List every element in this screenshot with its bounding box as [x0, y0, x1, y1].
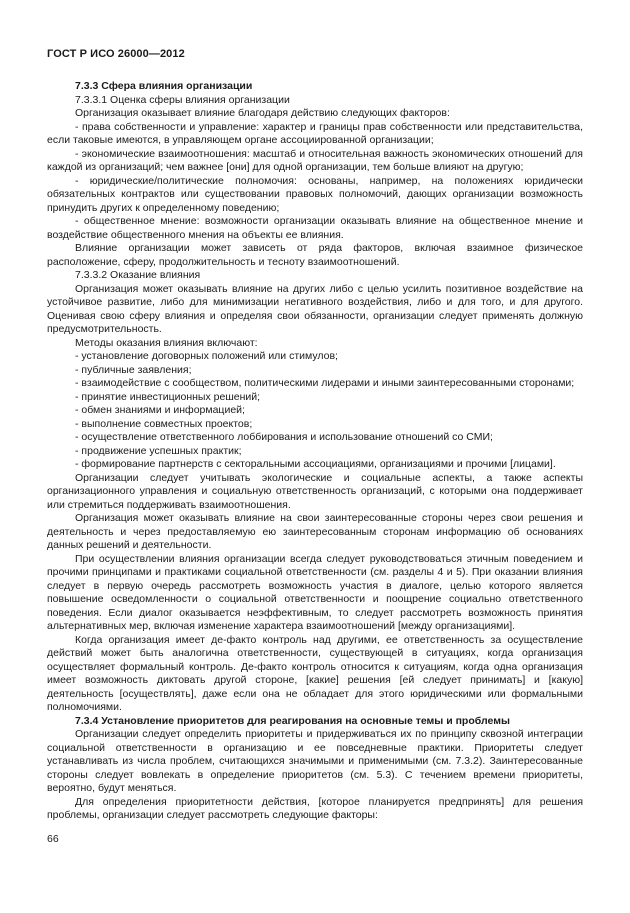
- document-body: [47, 80, 583, 823]
- paragraph: - выполнение совместных проектов;: [75, 417, 253, 430]
- paragraph: Когда организация имеет де-факто контроль над другими, ее ответственность за осуществление действий может быть аналогична ответственности, существующей в ситуациях, когда организация осуществляет формальный контроль. Де-факто контроль относится к ситуациям, когда одна организация имеет возможность диктовать другой стороне, [какие] решения [ей следует принимать] и [какую] деятельность [осуществлять], даже если она не обладает для этого юридическими или формальными полномочиями.: [47, 633, 583, 713]
- paragraph: - экономические взаимоотношения: масштаб и относительная важность экономических отношений для каждой из организаций; чем важнее [они] для одной организации, тем больше влияют на другую;: [47, 147, 583, 173]
- paragraph: - общественное мнение: возможности организации оказывать влияние на общественное мнение и воздействие общественного мнения на объекты ее влияния.: [47, 215, 583, 241]
- document-header: ГОСТ Р ИСО 26000—2012: [47, 48, 185, 60]
- paragraph: - права собственности и управление: характер и границы прав собственности или представительства, если таковые имеются, в управляющем органе ассоциированной организации;: [47, 120, 583, 146]
- paragraph: Организация оказывает влияние благодаря действию следующих факторов:: [75, 107, 450, 119]
- paragraph: Организация может оказывать влияние на свои заинтересованные стороны через свои решения и деятельность и через предоставляемую ею заинтересованным сторонам информацию об основаниях данных решений и деятельности.: [47, 512, 583, 551]
- paragraph: Влияние организации может зависеть от ряда факторов, включая взаимное физическое расположение, сферу, продолжительность и тесноту взаимоотношений.: [47, 242, 583, 268]
- paragraph: Организация может оказывать влияние на других либо с целью усилить позитивное воздействие на устойчивое развитие, либо для минимизации негативного воздействия, либо и для того, и для другого. Оценивая свою сферу влияния и определяя свои обязанности, организации следует применять должную предусмотрительность.: [47, 282, 583, 335]
- paragraph: - публичные заявления;: [75, 363, 192, 376]
- paragraph: Организации следует определить приоритеты и придерживаться их по принципу сквозной интеграции социальной ответственности в организацию и ее повседневные практики. Приоритеты следует устанавливать из числа проблем, считающихся значимыми и применимыми (см. 7.3.2). Заинтересованные стороны следует вовлекать в определение приоритетов (см. 5.3). С течением времени приоритеты, вероятно, будут меняться.: [47, 728, 583, 794]
- paragraph: 7.3.3.1 Оценка сферы влияния организации: [75, 93, 290, 106]
- paragraph: - осуществление ответственного лоббирования и использование отношений со СМИ;: [75, 431, 493, 443]
- paragraph: Для определения приоритетности действия, [которое планируется предпринять] для решения проблемы, организации следует рассмотреть следующие факторы:: [47, 795, 583, 821]
- section-heading: 7.3.3 Сфера влияния организации: [75, 80, 253, 92]
- paragraph: - продвижение успешных практик;: [75, 444, 242, 457]
- paragraph: - юридические/политические полномочия: основаны, например, на положениях юридически обязательных контрактов или существовании правовых полномочий, дающих организации возможность принудить других к определенному поведению;: [47, 174, 583, 214]
- paragraph: - установление договорных положений или стимулов;: [75, 350, 338, 362]
- paragraph: Организации следует учитывать экологические и социальные аспекты, а также аспекты организационного управления и социальную ответственность организаций, с которыми она поддерживает или стремиться поддерживать взаимоотношения.: [47, 471, 583, 511]
- paragraph: - обмен знаниями и информацией;: [75, 404, 245, 416]
- page-number: 66: [47, 833, 59, 845]
- paragraph: Методы оказания влияния включают:: [75, 336, 258, 349]
- paragraph: При осуществлении влияния организации всегда следует руководствоваться этичным поведением и прочими принципами и практиками социальной ответственности (см. разделы 4 и 5). При оказании влияния следует в первую очередь рассмотреть возможность участия в диалоге, целью которого является повышение осведомленности о социальной ответственности и поощрение социально ответственного поведения. Если диалог оказывается неэффективным, то следует рассмотреть возможность принятия альтернативных мер, включая изменение характера взаимоотношений [между организациями].: [47, 552, 583, 632]
- paragraph: - формирование партнерств с секторальными ассоциациями, организациями и прочими [лицами].: [75, 458, 556, 470]
- paragraph: 7.3.3.2 Оказание влияния: [75, 269, 201, 281]
- section-heading: 7.3.4 Установление приоритетов для реагирования на основные темы и проблемы: [75, 714, 510, 727]
- paragraph: - взаимодействие с сообществом, политическими лидерами и иными заинтересованными сторонами;: [75, 377, 575, 389]
- paragraph: - принятие инвестиционных решений;: [75, 390, 261, 403]
